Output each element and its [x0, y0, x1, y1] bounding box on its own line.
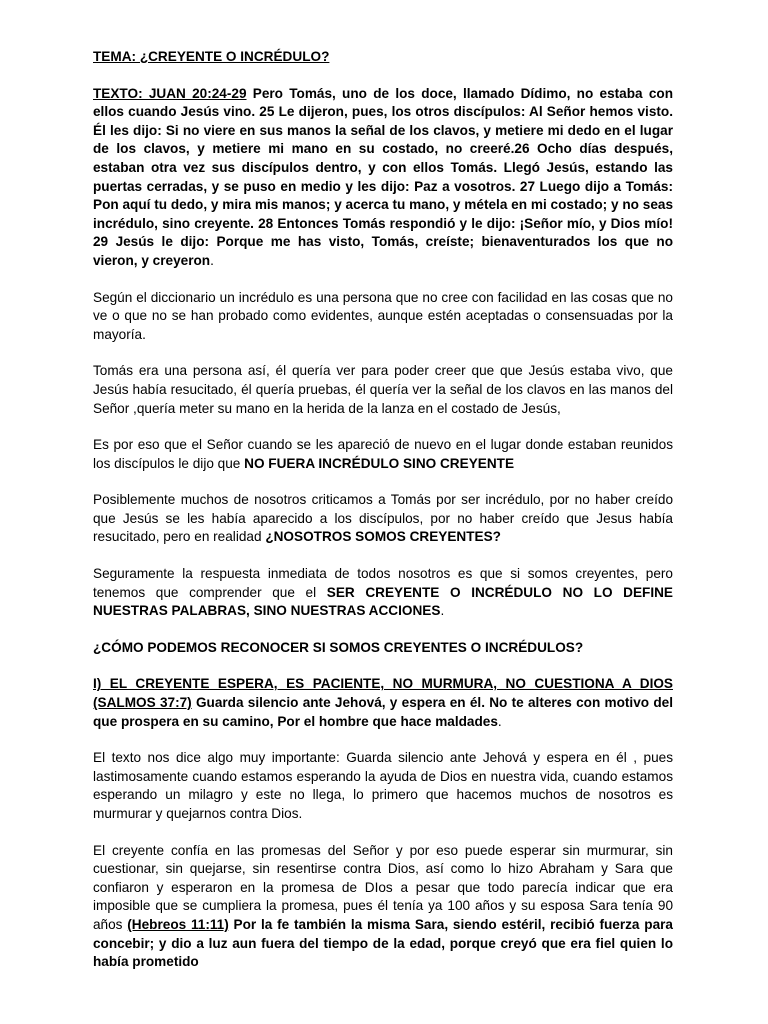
paragraph-text: Seguramente la respuesta inmediata de todos nosotros es que si somos creyentes, pero tenemos que comprender que el — [93, 566, 673, 600]
section-heading: I) EL CREYENTE ESPERA, ES PACIENTE, NO MURMURA, NO CUESTIONA A DIOS — [93, 676, 673, 692]
scripture-paragraph — [93, 85, 673, 271]
section-end: . — [497, 713, 502, 729]
silence-paragraph: El texto nos dice algo muy importante: Guarda silencio ante Jehová y espera en él , pues lastimosamente cuando estamos esperando la ayuda de Dios en nuestra vida, cuando estamos esperando un milagro y este no llega, lo primero que hacemos muchos de nosotros es murmurar y quejarnos contra Dios. — [93, 750, 673, 821]
paragraph-end: . — [440, 603, 445, 619]
document-page — [93, 48, 673, 990]
paragraph-text: El creyente confía en las promesas del Señor y por eso puede esperar sin murmurar, sin cuestionar, sin quejarse, sin resentirse contra Dios, así como lo hizo Abraham y Sara que confiaron y esperaron en la promesa de DIos a pesar que todo parecía indicar que era imposible que se cumpliera la promesa, pues él tenía ya 100 años y su esposa Sara tenía 90 años — [93, 842, 673, 932]
section-verse: Guarda silencio ante Jehová, y espera en él. No te alteres con motivo del que prospera en su camino, Por el hombre que hace maldades — [93, 695, 673, 729]
scripture-text: Pero Tomás, uno de los doce, llamado Dídimo, no estaba con ellos cuando Jesús vino. 25 Le dijeron, pues, los otros discípulos: Al Señor hemos visto. Él les dijo: Si no viere en sus manos la señal de los clavos, y metiere mi dedo en el lugar de los clavos, y metiere mi mano en su costado, no creeré.26 Ocho días después, estaban otra vez sus discípulos dentro, y con ellos Tomás. Llegó Jesús, estando las puertas cerradas, y se puso en medio y les dijo: Paz a vosotros. 27 Luego dijo a Tomás: Pon aquí tu dedo, y mira mis manos; y acerca tu mano, y métela en mi costado; y no seas incrédulo, sino creyente. 28 Entonces Tomás respondió y le dijo: ¡Señor mío, y Dios mío! 29 Jesús le dijo: Porque me has visto, Tomás, creíste; bienaventurados los que no vieron, y creyeron — [93, 85, 673, 268]
scripture-reference: TEXTO: JUAN 20:24-29 — [93, 85, 247, 101]
section-reference: (SALMOS 37:7) — [93, 695, 192, 711]
paragraph-emphasis: NO FUERA INCRÉDULO SINO CREYENTE — [244, 455, 515, 471]
hebrews-reference: (Hebreos 11:11) — [127, 916, 229, 932]
answer-paragraph — [93, 565, 673, 621]
question-heading: ¿CÓMO PODEMOS RECONOCER SI SOMOS CREYENTES O INCRÉDULOS? — [93, 639, 584, 655]
scripture-end: . — [210, 252, 214, 268]
thomas-paragraph: Tomás era una persona así, él quería ver para poder creer que que Jesús estaba vivo, que Jesús había resucitado, él quería pruebas, él quería ver la señal de los clavos en las manos del Señor ,quería meter su mano en la herida de la lanza en el costado de Jesús, — [93, 363, 673, 416]
definition-paragraph: Según el diccionario un incrédulo es una persona que no cree con facilidad en las cosas que no ve o que no se han probado como evidentes, aunque estén aceptadas o consensuadas por la mayoría. — [93, 289, 673, 342]
paragraph-text: Es por eso que el Señor cuando se les apareció de nuevo en el lugar donde estaban reunidos los discípulos le dijo que — [93, 437, 673, 471]
paragraph-text: Posiblemente muchos de nosotros criticamos a Tomás por ser incrédulo, por no haber creído que Jesús se les había aparecido a los discípulos, por no haber creído que Jesus había resucitado, pero en realidad — [93, 492, 673, 545]
lord-appeared-paragraph — [93, 436, 673, 473]
criticism-paragraph — [93, 491, 673, 547]
paragraph-emphasis: ¿NOSOTROS SOMOS CREYENTES? — [265, 529, 501, 545]
document-title: TEMA: ¿CREYENTE O INCRÉDULO? — [93, 49, 330, 64]
hebrews-verse: Por la fe también la misma Sara, siendo estéril, recibió fuerza para concebir; y dio a luz aun fuera del tiempo de la edad, porque creyó que era fiel quien lo había prometido — [93, 916, 673, 970]
section-one-paragraph — [93, 675, 673, 731]
paragraph-emphasis: SER CREYENTE O INCRÉDULO NO LO DEFINE NUESTRAS PALABRAS, SINO NUESTRAS ACCIONES — [93, 584, 673, 619]
abraham-paragraph — [93, 842, 673, 972]
